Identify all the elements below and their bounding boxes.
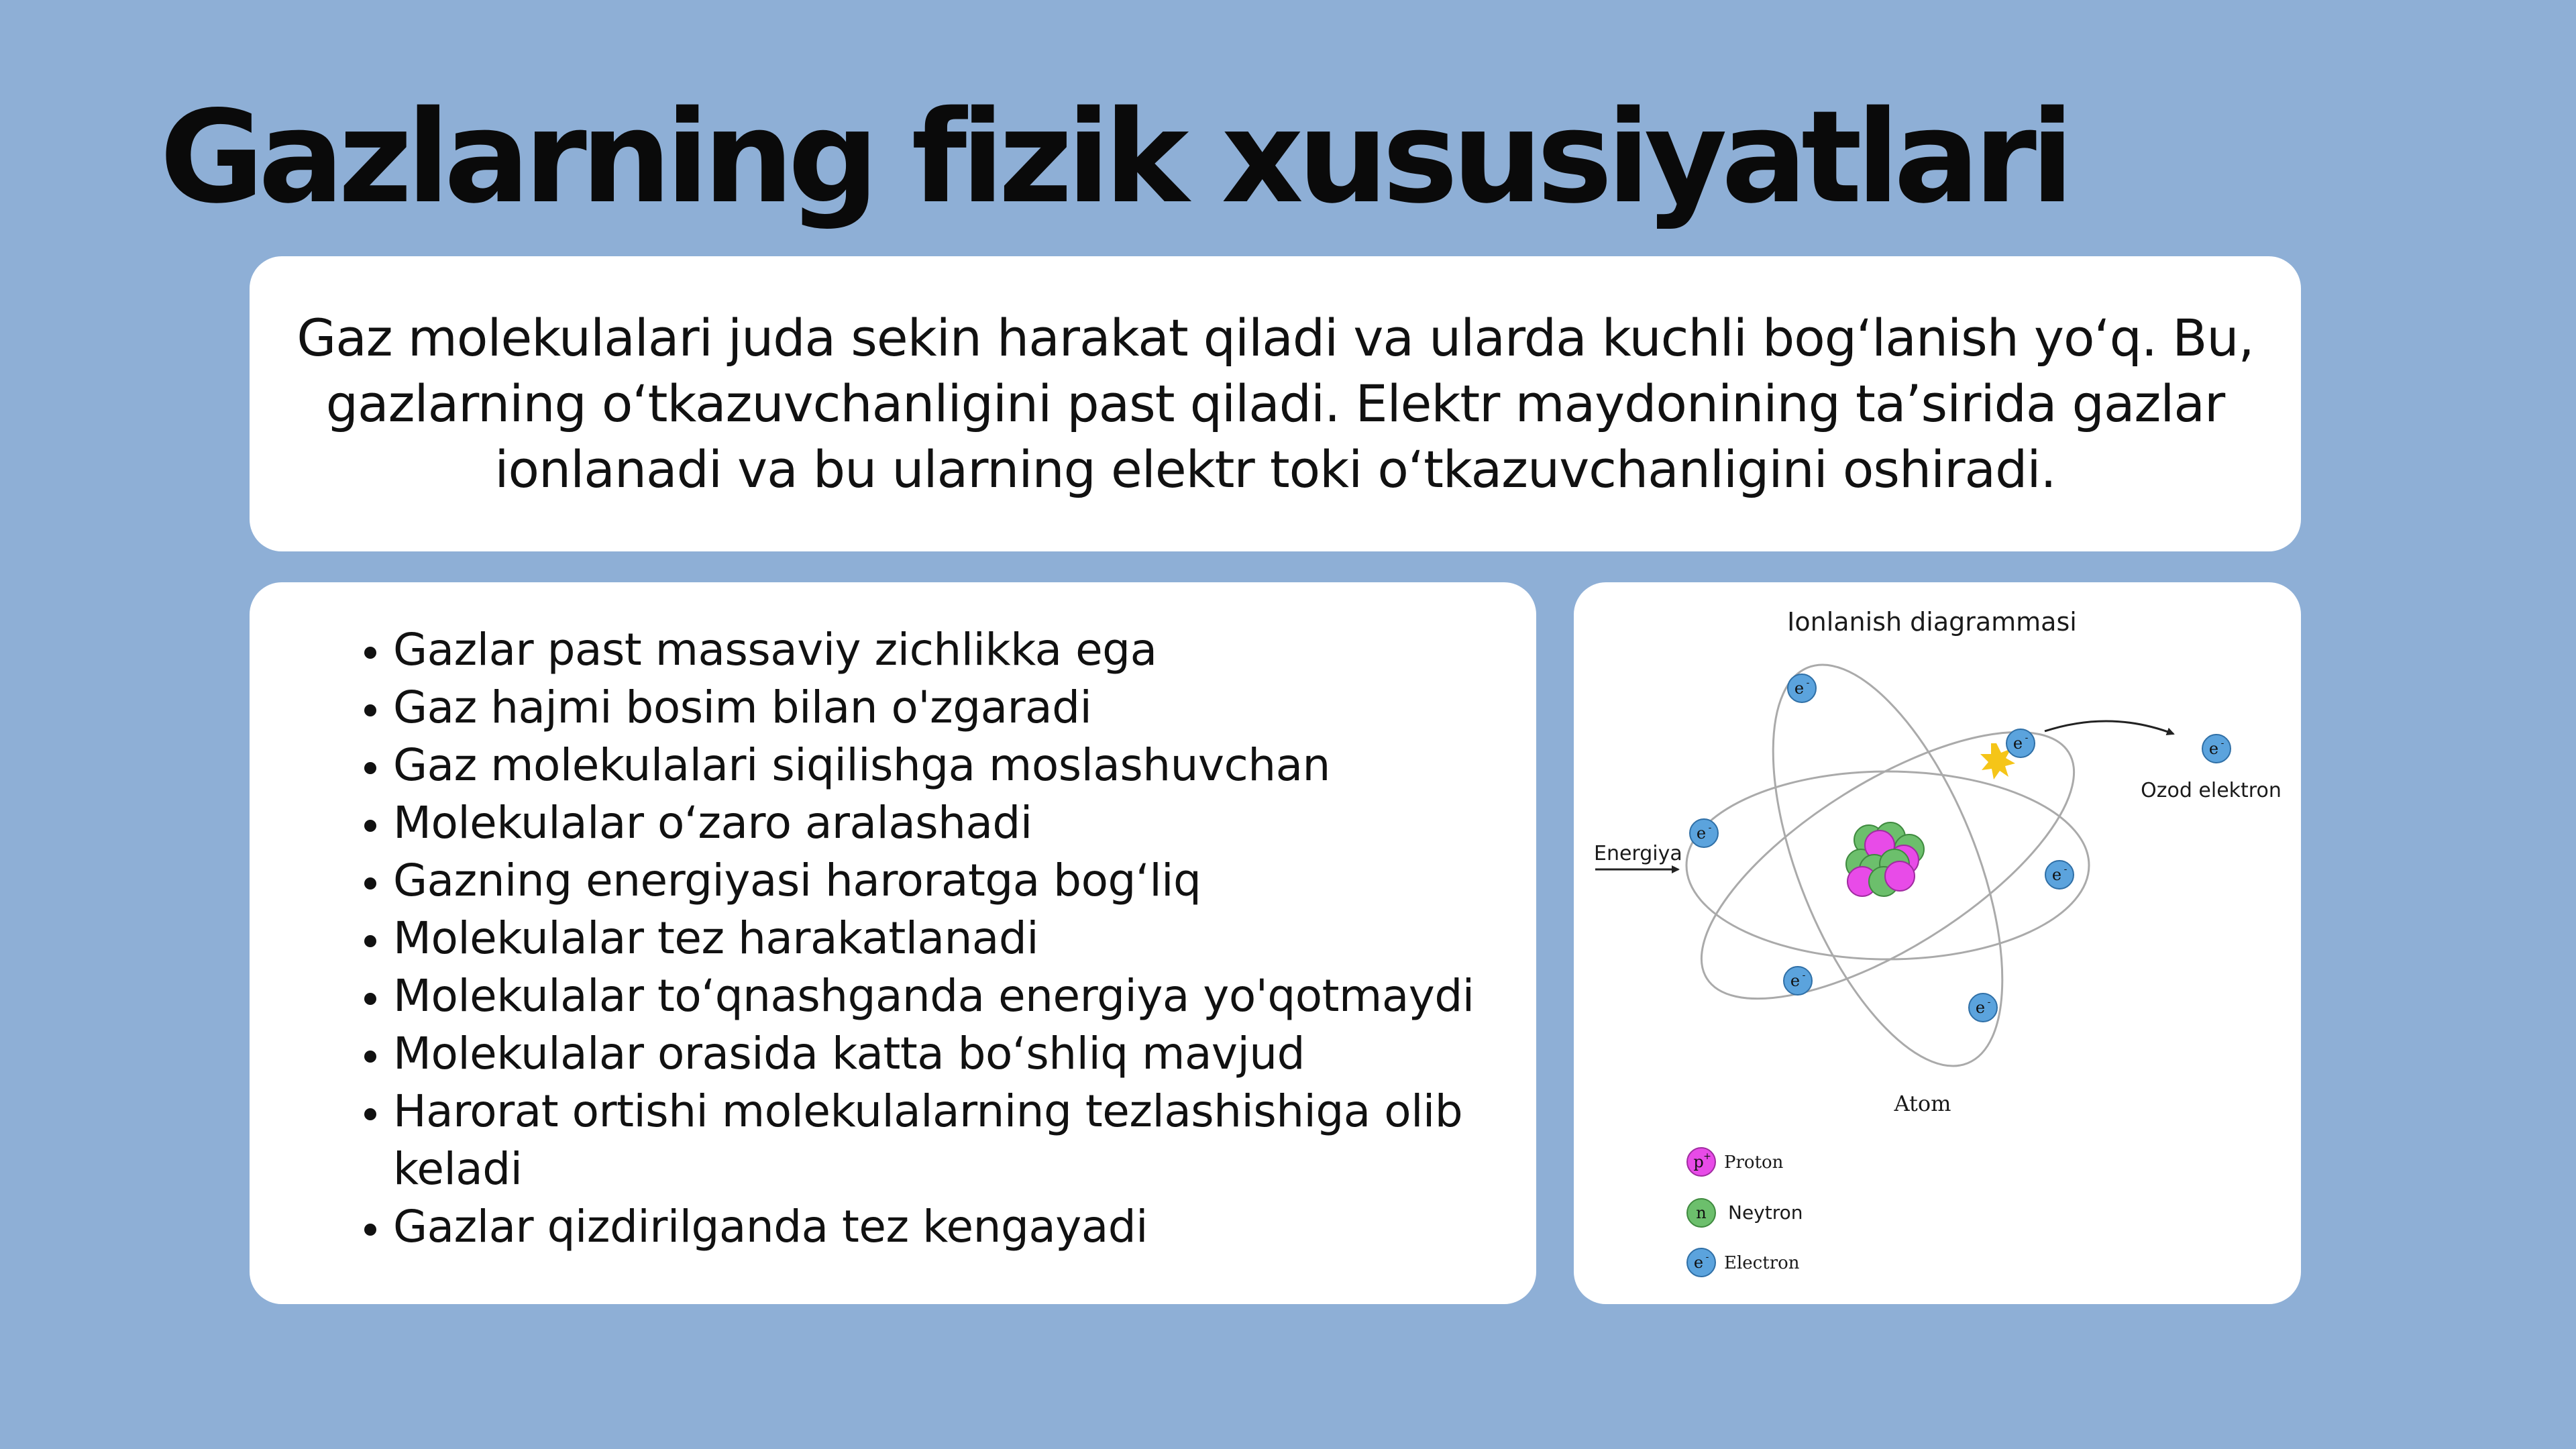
electron — [2045, 861, 2074, 889]
slide-title: Gazlarning fizik xususiyatlari — [160, 83, 2069, 231]
list-item: • Gaz molekulalari siqilishga moslashuvchan — [393, 737, 1509, 794]
ionization-diagram — [1574, 582, 2301, 1304]
svg-text:Proton: Proton — [1724, 1152, 1784, 1173]
ejection-arrow — [2045, 721, 2174, 734]
list-item: • Gazlar past massaviy zichlikka ega — [393, 621, 1509, 679]
list-item: • Molekulalar tez harakatlanadi — [393, 910, 1509, 967]
list-item: • Gazning energiyasi haroratga bog‘liq — [393, 852, 1509, 910]
intro-text: Gaz molekulalari juda sekin harakat qiladi va ularda kuchli bog‘lanish yo‘q. Bu, gazlarning o‘tkazuvchanligini past qiladi. Elektr maydonining ta’sirida gazlar ionlanadi va bu ularning elektr toki o‘tkazuvchanligini oshiradi. — [297, 308, 2254, 499]
free-electron-label: Ozod elektron — [2141, 779, 2282, 802]
svg-text:-: - — [2220, 738, 2224, 749]
electron — [1788, 674, 1816, 702]
svg-text:Neytron: Neytron — [1728, 1201, 1803, 1224]
diagram-card — [1574, 582, 2301, 1304]
facts-list — [250, 621, 1536, 1256]
svg-text:e: e — [1790, 971, 1801, 990]
svg-text:e: e — [1975, 998, 1986, 1017]
free-electron — [2202, 735, 2231, 763]
legend-electron — [1687, 1248, 1800, 1277]
legend-proton — [1687, 1148, 1784, 1176]
svg-text:-: - — [1987, 997, 1991, 1008]
diagram-title: Ionlanish diagrammasi — [1787, 607, 2077, 637]
energy-label: Energiya — [1594, 842, 1682, 865]
electron — [1784, 967, 1812, 995]
list-item: • Molekulalar orasida katta bo‘shliq mavjud — [393, 1025, 1509, 1083]
list-item: • Harorat ortishi molekulalarning tezlashishiga olib keladi — [393, 1083, 1509, 1198]
atom-label: Atom — [1894, 1091, 1951, 1116]
svg-text:-: - — [2063, 864, 2068, 875]
svg-text:Electron: Electron — [1724, 1253, 1800, 1273]
electron — [1690, 819, 1718, 847]
list-item: • Gazlar qizdirilganda tez kengayadi — [393, 1198, 1509, 1256]
svg-text:-: - — [1802, 970, 1806, 981]
list-item: • Molekulalar to‘qnashganda energiya yo'qotmaydi — [393, 967, 1509, 1025]
svg-text:n: n — [1696, 1203, 1707, 1222]
svg-text:e: e — [2051, 865, 2062, 884]
list-item: • Gaz hajmi bosim bilan o'zgaradi — [393, 679, 1509, 737]
svg-text:e: e — [1696, 824, 1707, 843]
svg-text:-: - — [1806, 678, 1810, 688]
list-item: • Molekulalar o‘zaro aralashadi — [393, 794, 1509, 852]
facts-card — [250, 582, 1536, 1304]
ejecting-electron — [2006, 729, 2035, 757]
intro-card — [250, 256, 2301, 551]
svg-text:p: p — [1693, 1152, 1704, 1171]
legend-neutron — [1687, 1199, 1803, 1227]
legend — [1687, 1148, 1803, 1277]
svg-text:e: e — [2208, 739, 2219, 758]
electron — [1969, 994, 1997, 1022]
svg-text:e: e — [1794, 679, 1805, 698]
svg-text:+: + — [1703, 1151, 1711, 1162]
svg-text:e: e — [1693, 1253, 1704, 1272]
svg-text:-: - — [1705, 1252, 1709, 1263]
nucleus — [1846, 822, 1924, 896]
svg-text:e: e — [2012, 734, 2023, 753]
svg-text:-: - — [2025, 733, 2029, 743]
svg-text:-: - — [1708, 822, 1712, 833]
